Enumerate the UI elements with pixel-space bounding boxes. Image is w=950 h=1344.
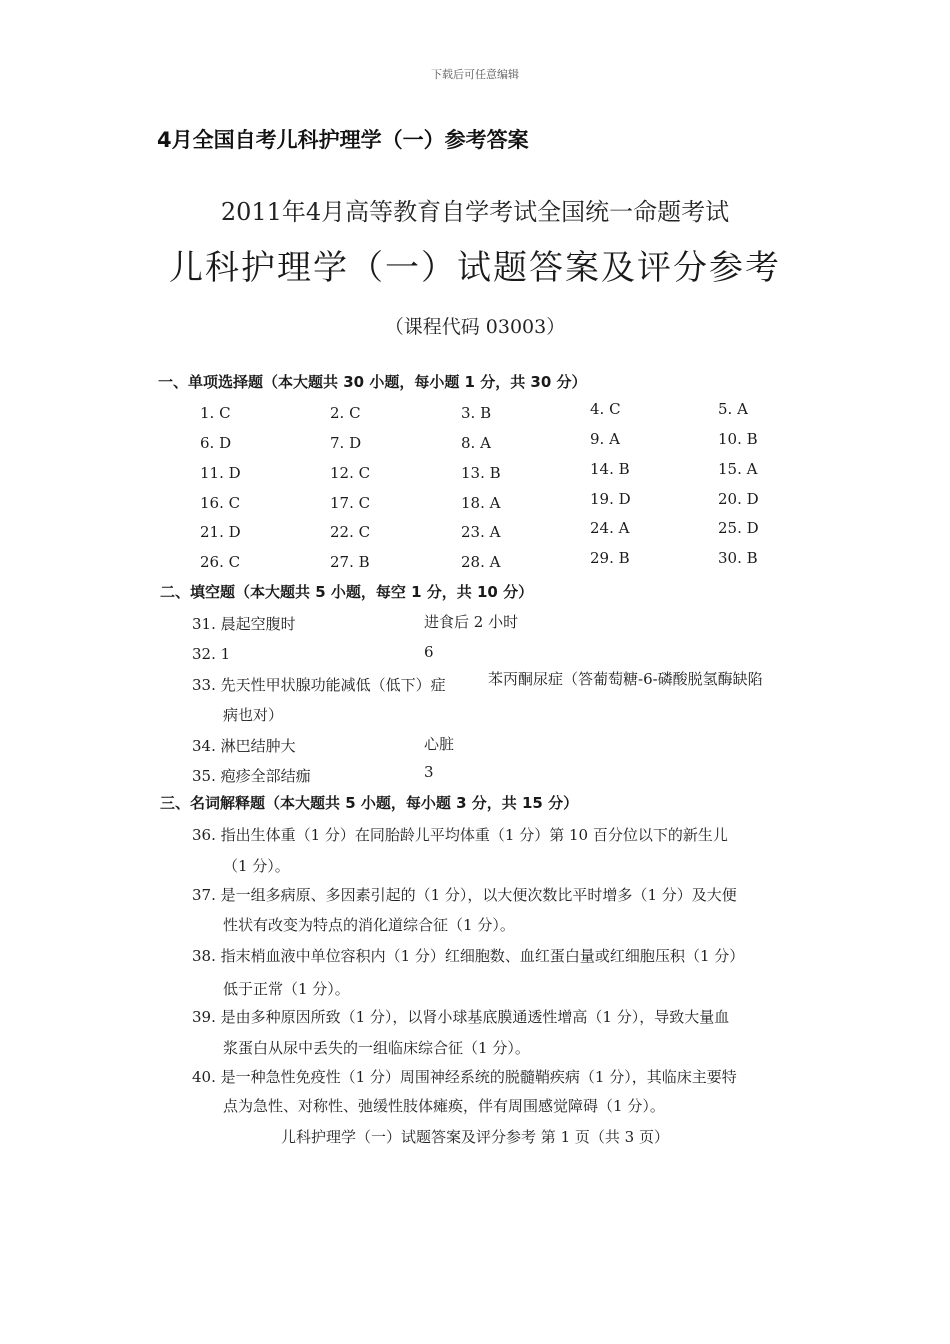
mc-answer: 3. B [461, 404, 492, 422]
definition-37-line2: 性状有改变为特点的消化道综合征（1 分）。 [223, 916, 515, 934]
mc-answer: 1. C [200, 404, 231, 422]
definition-39-line1: 39. 是由多种原因所致（1 分），以肾小球基底膜通透性增高（1 分），导致大量血 [192, 1008, 730, 1026]
fill-answer-35-a: 35. 疱疹全部结痂 [192, 767, 311, 785]
mc-answer: 12. C [330, 464, 371, 482]
definition-40-line1: 40. 是一种急性免疫性（1 分）周围神经系统的脱髓鞘疾病（1 分），其临床主要特 [192, 1068, 737, 1086]
mc-answer: 13. B [461, 464, 501, 482]
definition-37-line1: 37. 是一组多病原、多因素引起的（1 分），以大便次数比平时增多（1 分）及大便 [192, 886, 737, 904]
mc-answer: 22. C [330, 523, 371, 541]
fill-answer-32-b: 6 [424, 643, 434, 661]
mc-answer: 24. A [590, 519, 630, 537]
subject-title: 儿科护理学（一）试题答案及评分参考 [169, 248, 781, 288]
document-title: 4月全国自考儿科护理学（一）参考答案 [157, 128, 529, 152]
fill-answer-34-a: 34. 淋巴结肿大 [192, 737, 296, 755]
mc-answer: 25. D [718, 519, 759, 537]
mc-answer: 17. C [330, 494, 371, 512]
fill-answer-31-b: 进食后 2 小时 [424, 613, 519, 631]
fill-answer-33-b: 苯丙酮尿症（答葡萄糖-6-磷酸脱氢酶缺陷 [488, 670, 763, 688]
mc-answer: 18. A [461, 494, 501, 512]
header-note: 下载后可任意编辑 [431, 68, 519, 81]
definition-40-line2: 点为急性、对称性、弛缓性肢体瘫痪，伴有周围感觉障碍（1 分）。 [223, 1097, 665, 1115]
fill-answer-32-a: 32. 1 [192, 645, 231, 663]
mc-answer: 26. C [200, 553, 241, 571]
mc-answer: 29. B [590, 549, 630, 567]
section-heading-multiple-choice: 一、单项选择题（本大题共 30 小题，每小题 1 分，共 30 分） [158, 373, 587, 391]
mc-answer: 16. C [200, 494, 241, 512]
mc-answer: 15. A [718, 460, 758, 478]
definition-38-line1: 38. 指末梢血液中单位容积内（1 分）红细胞数、血红蛋白量或红细胞压积（1 分） [192, 947, 745, 965]
fill-answer-34-b: 心脏 [424, 735, 455, 753]
mc-answer: 19. D [590, 490, 631, 508]
mc-answer: 8. A [461, 434, 491, 452]
definition-36-line1: 36. 指出生体重（1 分）在同胎龄儿平均体重（1 分）第 10 百分位以下的新生儿 [192, 826, 728, 844]
mc-answer: 27. B [330, 553, 370, 571]
section-heading-term-definition: 三、名词解释题（本大题共 5 小题，每小题 3 分，共 15 分） [160, 794, 579, 812]
mc-answer: 21. D [200, 523, 241, 541]
page-footer: 儿科护理学（一）试题答案及评分参考 第 1 页（共 3 页） [281, 1128, 669, 1146]
definition-39-line2: 浆蛋白从尿中丢失的一组临床综合征（1 分）。 [223, 1039, 530, 1057]
fill-answer-31-a: 31. 晨起空腹时 [192, 615, 296, 633]
definition-36-line2: （1 分）。 [223, 857, 290, 875]
mc-answer: 7. D [330, 434, 362, 452]
definition-38-line2: 低于正常（1 分）。 [223, 980, 350, 998]
section-heading-fill-blank: 二、填空题（本大题共 5 小题，每空 1 分，共 10 分） [160, 583, 534, 601]
mc-answer: 20. D [718, 490, 759, 508]
mc-answer: 28. A [461, 553, 501, 571]
mc-answer: 23. A [461, 523, 501, 541]
mc-answer: 9. A [590, 430, 620, 448]
fill-answer-33-a: 33. 先天性甲状腺功能减低（低下）症 [192, 676, 446, 694]
mc-answer: 6. D [200, 434, 232, 452]
fill-answer-33-c: 病也对） [223, 706, 284, 724]
exam-title: 2011年4月高等教育自学考试全国统一命题考试 [220, 198, 730, 226]
mc-answer: 5. A [718, 400, 748, 418]
course-code: （课程代码 03003） [384, 316, 566, 338]
mc-answer: 4. C [590, 400, 621, 418]
mc-answer: 30. B [718, 549, 758, 567]
fill-answer-35-b: 3 [424, 763, 434, 781]
mc-answer: 2. C [330, 404, 361, 422]
mc-answer: 14. B [590, 460, 630, 478]
mc-answer: 11. D [200, 464, 241, 482]
mc-answer: 10. B [718, 430, 758, 448]
